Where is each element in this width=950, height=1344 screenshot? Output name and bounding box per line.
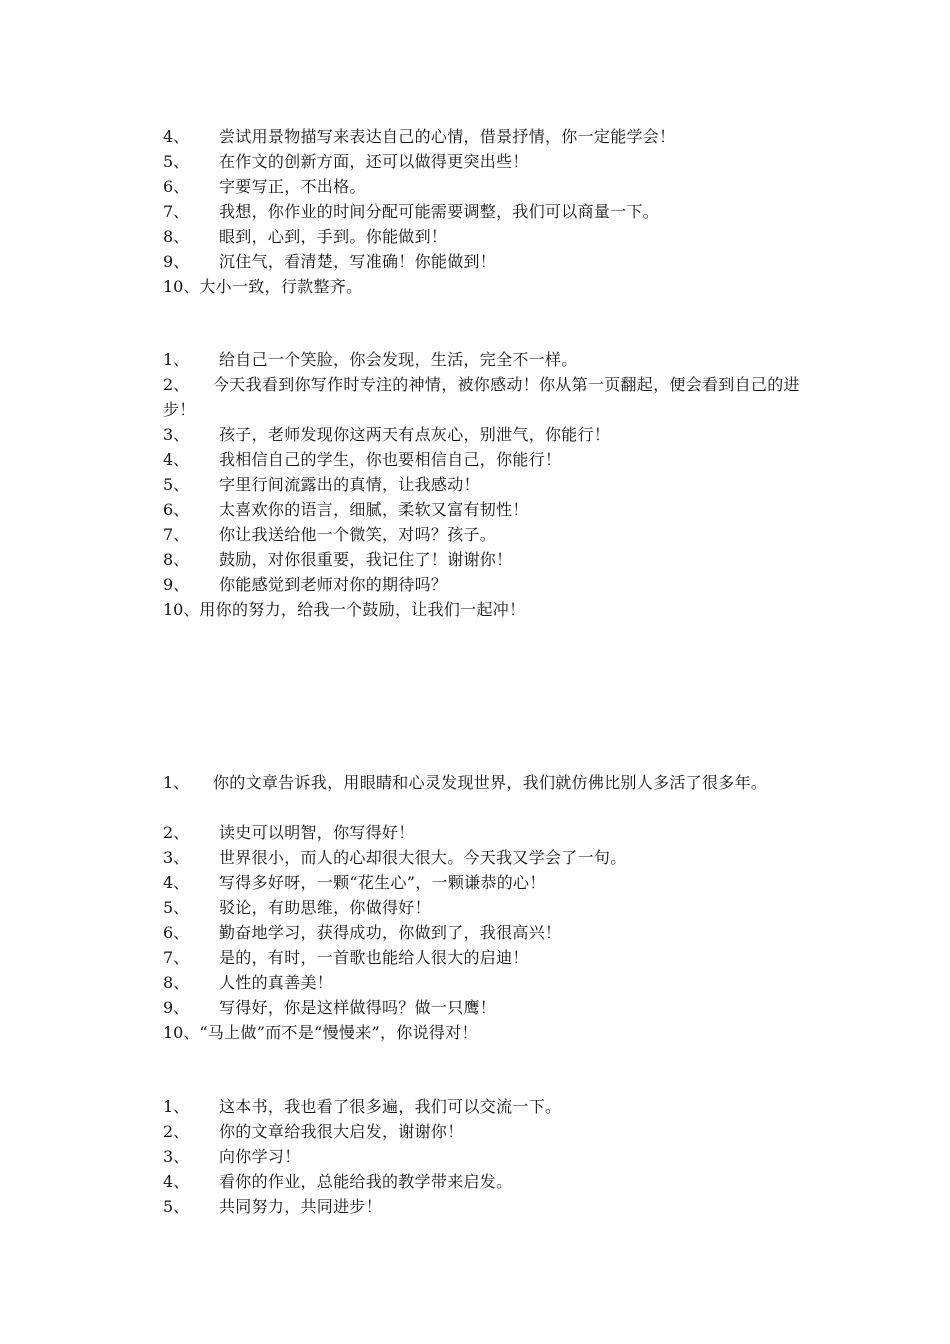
comment-list-2: [163, 347, 803, 622]
item-text: 这本书，我也看了很多遍，我们可以交流一下。: [219, 1097, 562, 1116]
item-text: 读史可以明智，你写得好！: [219, 823, 415, 842]
item-text: 沉住气，看清楚，写准确！你能做到！: [219, 252, 497, 271]
list-item: [163, 770, 803, 820]
item-text: 在作文的创新方面，还可以做得更突出些！: [219, 152, 529, 171]
list-item: [163, 372, 803, 422]
item-text: 你的文章给我很大启发，谢谢你！: [219, 1122, 464, 1141]
list-item: [163, 174, 803, 199]
item-text: 太喜欢你的语言，细腻，柔软又富有韧性！: [219, 500, 529, 519]
item-number: 5、: [163, 1197, 190, 1216]
item-text: 人性的真善美！: [219, 973, 334, 992]
item-text: 看你的作业，总能给我的教学带来启发。: [219, 1172, 513, 1191]
item-text: 大小一致，行款整齐。: [199, 277, 363, 296]
item-number: 10、: [163, 277, 200, 296]
item-text: 孩子，老师发现你这两天有点灰心，别泄气，你能行！: [219, 425, 611, 444]
list-item: [163, 895, 803, 920]
list-item: [163, 199, 803, 224]
item-number: 6、: [163, 923, 190, 942]
item-text: 是的，有时，一首歌也能给人很大的启迪！: [219, 948, 529, 967]
item-number: 5、: [163, 152, 190, 171]
item-number: 7、: [163, 948, 190, 967]
item-number: 3、: [163, 425, 190, 444]
item-number: 4、: [163, 450, 190, 469]
item-number: 3、: [163, 1147, 190, 1166]
item-text: 给自己一个笑脸，你会发现，生活，完全不一样。: [219, 350, 578, 369]
list-item: [163, 522, 803, 547]
item-text: 驳论，有助思维，你做得好！: [219, 898, 431, 917]
item-number: 8、: [163, 973, 190, 992]
item-number: 10、: [163, 1023, 200, 1042]
list-item: [163, 1020, 803, 1045]
list-item: [163, 572, 803, 597]
item-text: 向你学习！: [219, 1147, 301, 1166]
list-item: [163, 149, 803, 174]
item-text: 勤奋地学习，获得成功，你做到了，我很高兴！: [219, 923, 562, 942]
item-number: 5、: [163, 898, 190, 917]
item-number: 8、: [163, 227, 190, 246]
list-item: [163, 870, 803, 895]
list-item: [163, 920, 803, 945]
list-item: [163, 1194, 803, 1219]
item-number: 8、: [163, 550, 190, 569]
list-item: [163, 970, 803, 995]
comment-list-1: [163, 124, 803, 299]
list-item: [163, 347, 803, 372]
item-text: 字要写正，不出格。: [219, 177, 366, 196]
item-number: 7、: [163, 202, 190, 221]
item-number: 1、: [163, 350, 190, 369]
item-text: 字里行间流露出的真情，让我感动！: [219, 475, 480, 494]
item-number: 4、: [163, 127, 190, 146]
list-item: [163, 274, 803, 299]
item-text: 你让我送给他一个微笑，对吗？孩子。: [219, 525, 497, 544]
list-item: [163, 995, 803, 1020]
list-item: [163, 945, 803, 970]
list-item: [163, 1169, 803, 1194]
list-item: [163, 249, 803, 274]
list-item: [163, 1144, 803, 1169]
item-text: 鼓励，对你很重要，我记住了！谢谢你！: [219, 550, 513, 569]
item-text: 眼到，心到，手到。你能做到！: [219, 227, 448, 246]
item-number: 6、: [163, 177, 190, 196]
list-item: [163, 1094, 803, 1119]
item-number: 1、: [163, 773, 190, 792]
list-item: [163, 845, 803, 870]
item-number: 6、: [163, 500, 190, 519]
item-text: 写得好，你是这样做得吗？做一只鹰！: [219, 998, 497, 1017]
list-item: [163, 820, 803, 845]
item-number: 9、: [163, 575, 190, 594]
item-text: 你的文章告诉我，用眼睛和心灵发现世界，我们就仿佛比别人多活了很多年。: [213, 773, 768, 792]
list-item: [163, 547, 803, 572]
item-text: 我相信自己的学生，你也要相信自己，你能行！: [219, 450, 562, 469]
item-text: 用你的努力，给我一个鼓励，让我们一起冲！: [199, 600, 526, 619]
list-item: [163, 472, 803, 497]
item-text: “马上做”而不是“慢慢来”，你说得对！: [199, 1023, 478, 1042]
item-number: 2、: [163, 1122, 190, 1141]
item-number: 9、: [163, 998, 190, 1017]
list-item: [163, 597, 803, 622]
item-text: 你能感觉到老师对你的期待吗？: [219, 575, 448, 594]
item-number: 4、: [163, 873, 190, 892]
item-number: 3、: [163, 848, 190, 867]
list-item: [163, 124, 803, 149]
item-number: 4、: [163, 1172, 190, 1191]
item-text: 写得多好呀，一颗“花生心”，一颗谦恭的心！: [219, 873, 546, 892]
item-text: 共同努力，共同进步！: [219, 1197, 383, 1216]
comment-list-4: [163, 1094, 803, 1219]
list-item: [163, 224, 803, 249]
item-text: 我想，你作业的时间分配可能需要调整，我们可以商量一下。: [219, 202, 660, 221]
item-number: 10、: [163, 600, 200, 619]
list-item: [163, 422, 803, 447]
item-text: 今天我看到你写作时专注的神情，被你感动！你从第一页翻起，便会看到自己的进步！: [163, 375, 800, 419]
item-number: 7、: [163, 525, 190, 544]
comment-list-3: [163, 770, 803, 1045]
list-item: [163, 497, 803, 522]
item-text: 尝试用景物描写来表达自己的心情，借景抒情，你一定能学会！: [219, 127, 676, 146]
item-number: 5、: [163, 475, 190, 494]
item-number: 1、: [163, 1097, 190, 1116]
list-item: [163, 447, 803, 472]
item-number: 2、: [163, 375, 190, 394]
item-number: 9、: [163, 252, 190, 271]
item-text: 世界很小，而人的心却很大很大。今天我又学会了一句。: [219, 848, 627, 867]
item-number: 2、: [163, 823, 190, 842]
list-item: [163, 1119, 803, 1144]
